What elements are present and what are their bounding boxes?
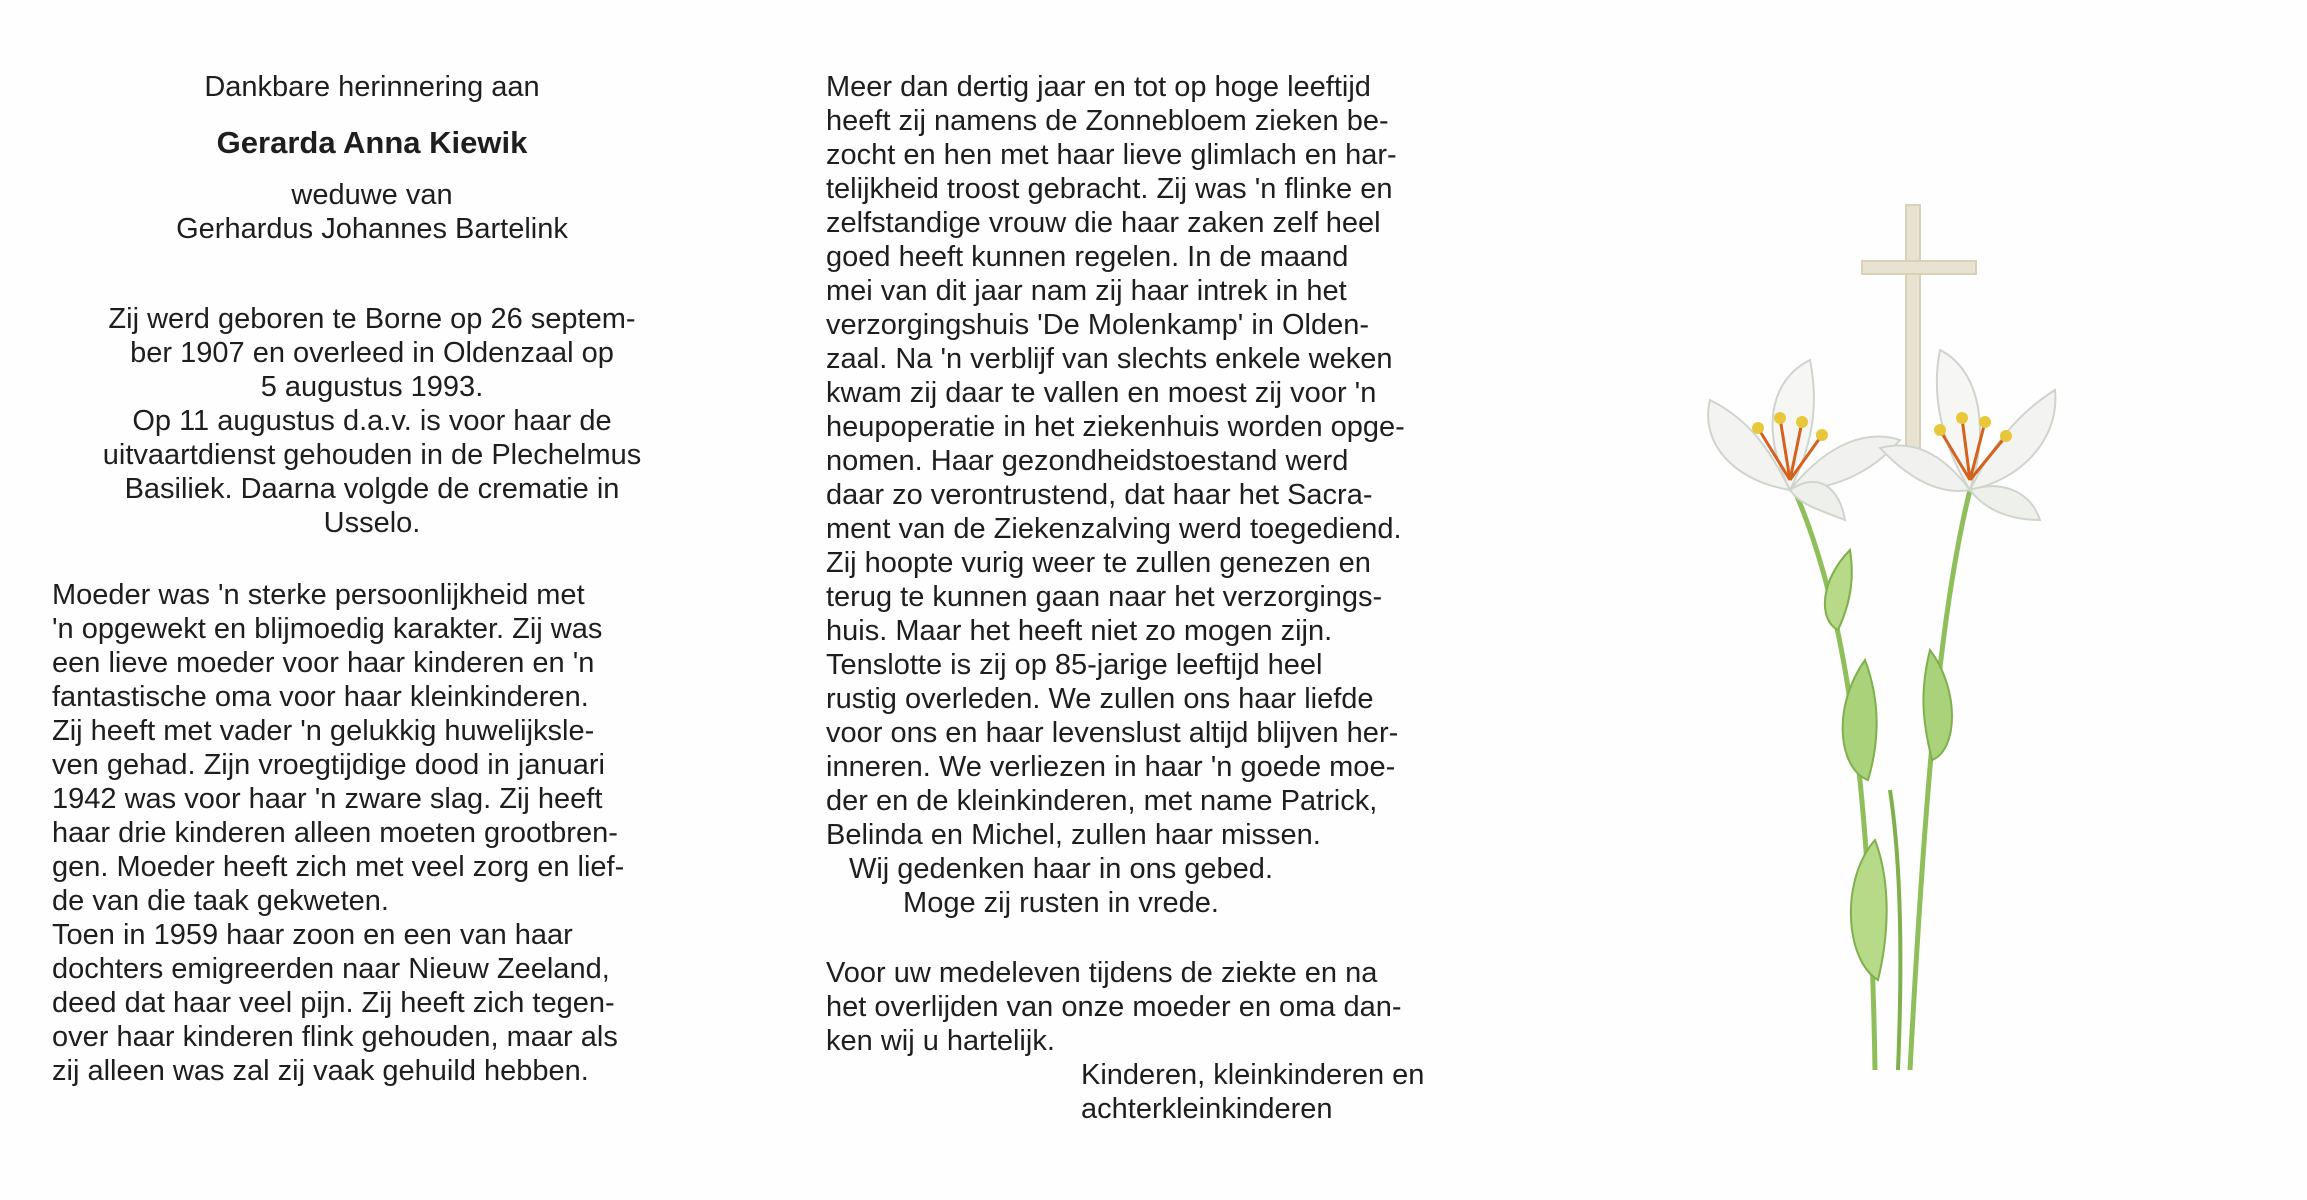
text-line: Op 11 augustus d.a.v. is voor haar de — [132, 405, 612, 437]
text-line: het overlijden van onze moeder en oma dan- — [826, 991, 1402, 1023]
text-line: haar drie kinderen alleen moeten grootbren- — [52, 817, 618, 849]
text-line: nomen. Haar gezondheidstoestand werd — [826, 445, 1349, 477]
text-line: heupoperatie in het ziekenhuis worden opge- — [826, 411, 1405, 443]
thanks-paragraph — [826, 956, 1476, 1058]
birth-death-paragraph — [52, 302, 692, 540]
text-line: zocht en hen met haar lieve glimlach en har- — [826, 139, 1397, 171]
prayer-lines — [826, 852, 1296, 920]
text-line: Kinderen, kleinkinderen en — [1081, 1059, 1425, 1091]
text-line: 'n opgewekt en blijmoedig karakter. Zij was — [52, 613, 603, 645]
text-line: dochters emigreerden naar Nieuw Zeeland, — [52, 953, 610, 985]
deceased-name: Gerarda Anna Kiewik — [216, 125, 528, 160]
cross-and-lilies-illustration — [1640, 190, 2160, 1090]
text-line: der en de kleinkinderen, met name Patrick, — [826, 785, 1378, 817]
signature-block — [826, 1058, 1476, 1126]
right-column — [826, 70, 1476, 1126]
intro-line: Dankbare herinnering aan — [204, 71, 540, 103]
text-line: verzorgingshuis 'De Molenkamp' in Olden- — [826, 309, 1369, 341]
spouse-block — [52, 178, 692, 246]
text-line: Wij gedenken haar in ons gebed. — [848, 853, 1273, 885]
text-line: ber 1907 en overleed in Oldenzaal op — [130, 337, 614, 369]
text-line: mei van dit jaar nam zij haar intrek in het — [826, 275, 1347, 307]
text-line: inneren. We verliezen in haar 'n goede moe- — [826, 751, 1396, 783]
widow-of-label: weduwe van — [291, 179, 453, 211]
text-line: daar zo verontrustend, dat haar het Sacra- — [826, 479, 1373, 511]
text-line: Zij hoopte vurig weer te zullen genezen en — [826, 547, 1371, 579]
life-story-paragraph — [52, 578, 692, 1088]
text-line: Moeder was 'n sterke persoonlijkheid met — [52, 579, 585, 611]
text-line: Moge zij rusten in vrede. — [903, 887, 1219, 919]
text-line: heeft zij namens de Zonnebloem zieken be- — [826, 105, 1389, 137]
text-line: Voor uw medeleven tijdens de ziekte en na — [826, 957, 1378, 989]
lily-flower-icon — [1708, 350, 2055, 1070]
text-line: fantastische oma voor haar kleinkinderen. — [52, 681, 589, 713]
text-line: deed dat haar veel pijn. Zij heeft zich tegen- — [52, 987, 615, 1019]
text-line: goed heeft kunnen regelen. In de maand — [826, 241, 1349, 273]
text-line: zaal. Na 'n verblijf van slechts enkele weken — [826, 343, 1393, 375]
text-line: uitvaartdienst gehouden in de Plechelmus — [102, 439, 642, 471]
text-line: achterkleinkinderen — [1081, 1093, 1333, 1125]
text-line: een lieve moeder voor haar kinderen en 'n — [52, 647, 595, 679]
text-line: kwam zij daar te vallen en moest zij voor 'n — [826, 377, 1377, 409]
text-line: zelfstandige vrouw die haar zaken zelf heel — [826, 207, 1381, 239]
text-line: Belinda en Michel, zullen haar missen. — [826, 819, 1321, 851]
text-line: 1942 was voor haar 'n zware slag. Zij heeft — [52, 783, 603, 815]
text-line: Toen in 1959 haar zoon en een van haar — [52, 919, 573, 951]
text-line: gen. Moeder heeft zich met veel zorg en lief- — [52, 851, 625, 883]
text-line: over haar kinderen flink gehouden, maar als — [52, 1021, 618, 1053]
text-line: Zij heeft met vader 'n gelukkig huwelijksle- — [52, 715, 595, 747]
text-line: 5 augustus 1993. — [260, 371, 484, 403]
text-line: ken wij u hartelijk. — [826, 1025, 1055, 1057]
spouse-name: Gerhardus Johannes Bartelink — [176, 213, 568, 245]
text-line: Meer dan dertig jaar en tot op hoge leeftijd — [826, 71, 1371, 103]
text-line: ven gehad. Zijn vroegtijdige dood in januari — [52, 749, 605, 781]
text-line: voor ons en haar levenslust altijd blijven her- — [826, 717, 1399, 749]
text-line: ment van de Ziekenzalving werd toegediend. — [826, 513, 1402, 545]
text-line: Zij werd geboren te Borne op 26 septem- — [108, 303, 636, 335]
left-column — [52, 70, 692, 1088]
text-line: telijkheid troost gebracht. Zij was 'n flinke en — [826, 173, 1393, 205]
text-line: Usselo. — [323, 507, 421, 539]
text-line: zij alleen was zal zij vaak gehuild hebben. — [52, 1055, 589, 1087]
text-line: huis. Maar het heeft niet zo mogen zijn. — [826, 615, 1333, 647]
text-line: Basiliek. Daarna volgde de crematie in — [124, 473, 620, 505]
text-line: terug te kunnen gaan naar het verzorgings- — [826, 581, 1383, 613]
text-line: Tenslotte is zij op 85-jarige leeftijd heel — [826, 649, 1323, 681]
text-line: de van die taak gekweten. — [52, 885, 389, 917]
life-story-continued — [826, 70, 1476, 852]
text-line: rustig overleden. We zullen ons haar liefde — [826, 683, 1374, 715]
